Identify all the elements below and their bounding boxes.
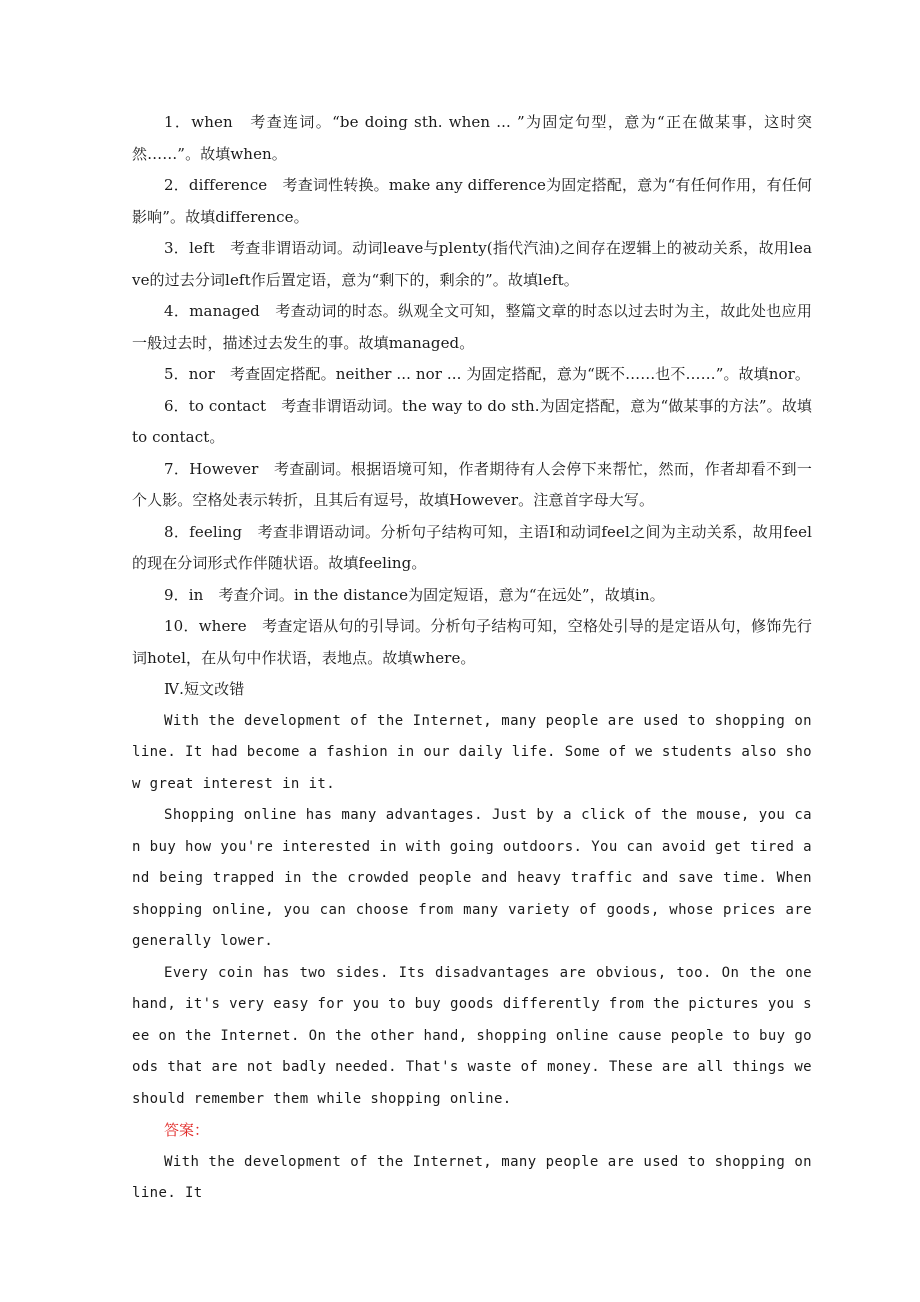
answer-item-9: 9．in 考查介词。in the distance为固定短语，意为“在远处”，故填in。 bbox=[164, 585, 665, 604]
answer-item-10: 10．where 考查定语从句的引导词。分析句子结构可知，空格处引导的是定语从句，修饰先行词hotel，在从句中作状语，表地点。故填where。 bbox=[132, 617, 812, 667]
answer-item-8: 8．feeling 考查非谓语动词。分析句子结构可知，主语I和动词feel之间为主动关系，故用feel的现在分词形式作伴随状语。故填feeling。 bbox=[132, 522, 812, 572]
document-page bbox=[132, 107, 812, 1210]
answer-item-4: 4．managed 考查动词的时态。纵观全文可知，整篇文章的时态以过去时为主，故此处也应用一般过去时，描述过去发生的事。故填managed。 bbox=[132, 302, 812, 352]
essay-paragraph-3: Every coin has two sides. Its disadvantages are obvious, too. On the one hand, it's very easy for you to buy goods differently from the pictures you see on the Internet. On the other hand, shopping online cause people to buy goods that are not badly needed. That's waste of money. These are all things we should remember them while shopping online. bbox=[132, 964, 812, 1107]
section-title: Ⅳ.短文改错 bbox=[164, 680, 245, 698]
answer-item-6: 6．to contact 考查非谓语动词。the way to do sth.为固定搭配，意为“做某事的方法”。故填to contact。 bbox=[132, 396, 812, 446]
answer-label: 答案： bbox=[164, 1121, 210, 1139]
answer-item-3: 3．left 考查非谓语动词。动词leave与plenty(指代汽油)之间存在逻辑上的被动关系，故用leave的过去分词left作后置定语，意为“剩下的，剩余的”。故填left。 bbox=[132, 239, 812, 289]
answer-essay-start: With the development of the Internet, many people are used to shopping online. It bbox=[132, 1153, 812, 1201]
answer-item-1: 1．when 考查连词。“be doing sth. when ... ”为固定句型，意为“正在做某事，这时突然……”。故填when。 bbox=[132, 113, 812, 163]
answer-item-7: 7．However 考查副词。根据语境可知，作者期待有人会停下来帮忙，然而，作者却看不到一个人影。空格处表示转折，且其后有逗号，故填However。注意首字母大写。 bbox=[132, 459, 812, 509]
answer-item-2: 2．difference 考查词性转换。make any difference为固定搭配，意为“有任何作用，有任何影响”。故填difference。 bbox=[132, 176, 812, 226]
answer-item-5: 5．nor 考查固定搭配。neither ... nor ... 为固定搭配，意为“既不……也不……”。故填nor。 bbox=[164, 365, 811, 383]
essay-paragraph-2: Shopping online has many advantages. Just by a click of the mouse, you can buy how you're interested in with going outdoors. You can avoid get tired and being trapped in the crowded people and heavy traffic and save time. When shopping online, you can choose from many variety of goods, whose prices are generally lower. bbox=[132, 807, 812, 949]
essay-paragraph-1: With the development of the Internet, many people are used to shopping online. It had become a fashion in our daily life. Some of we students also show great interest in it. bbox=[132, 712, 812, 792]
